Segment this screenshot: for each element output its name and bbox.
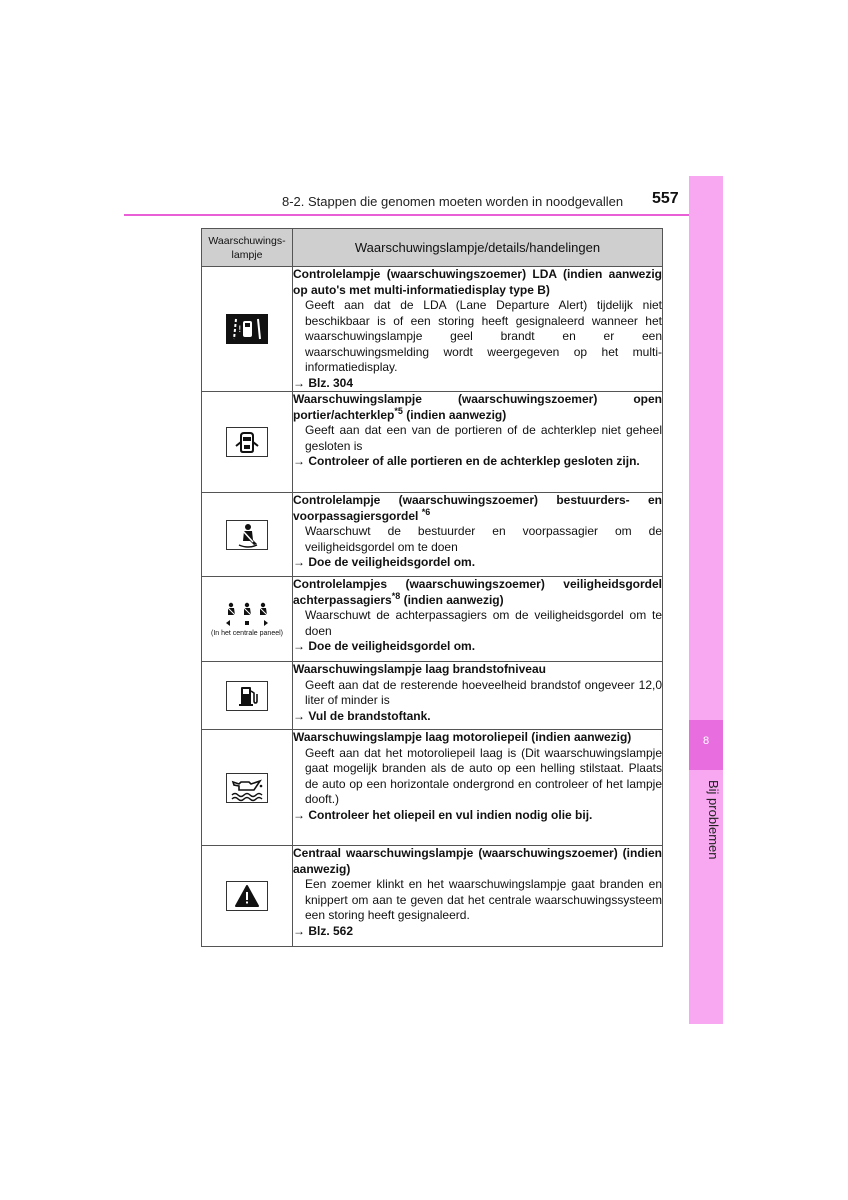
arrow-icon: → (293, 639, 305, 653)
chapter-number: 8 (689, 720, 723, 770)
table-row (202, 730, 663, 846)
lamp-cell (202, 846, 293, 947)
details-cell (293, 493, 663, 577)
lamp-action (293, 555, 662, 571)
table-row (202, 493, 663, 577)
oil-can-icon (226, 773, 268, 803)
footnote-marker: *6 (421, 506, 431, 517)
lamp-title: Waarschuwingslampje laag brandstofniveau (293, 662, 546, 676)
lamp-cell (202, 730, 293, 846)
arrow-icon: → (293, 375, 305, 390)
details-cell (293, 267, 663, 392)
table-row (202, 392, 663, 493)
lamp-title: Centraal waarschuwingslampje (waarschuwingszoemer) (indien aanwezig) (293, 846, 662, 876)
arrow-icon: → (293, 555, 305, 569)
lamp-description: Geeft aan dat het motoroliepeil laag is (Dit waarschuwingslampje gaat mogelijk branden als de auto op een helling stilstaat. Plaats de auto op een horizontale ondergrond en controleer of het lampje dooft.) (305, 745, 662, 806)
lamp-title: Waarschuwingslampje laag motoroliepeil (indien aanwezig) (293, 730, 632, 744)
arrow-icon: → (293, 454, 305, 468)
table-row (202, 577, 663, 662)
lamp-action (293, 924, 662, 940)
lamp-caption: (In het centrale paneel) (211, 629, 283, 637)
page-number: 557 (652, 190, 679, 207)
lamp-action (293, 454, 662, 470)
master-warning-icon (226, 881, 268, 911)
details-cell (293, 730, 663, 846)
arrow-icon: → (293, 807, 305, 822)
action-text: Doe de veiligheidsgordel om. (308, 639, 476, 653)
footnote-marker: *8 (391, 590, 401, 601)
seatbelt-icon (226, 520, 268, 550)
section-title: 8-2. Stappen die genomen moeten worden in noodgevallen (282, 194, 624, 209)
lamp-cell (202, 493, 293, 577)
lamp-cell (202, 662, 293, 730)
lamp-description: Geeft aan dat de resterende hoeveelheid brandstof ongeveer 12,0 liter of minder is (305, 677, 662, 707)
action-text: Controleer of alle portieren en de achterklep gesloten zijn. (308, 454, 640, 468)
lamp-description: Waarschuwt de achterpassagiers om de veiligheidsgordel om te doen (305, 608, 662, 638)
arrow-icon: → (293, 708, 305, 723)
lamp-title: Controlelampje (waarschuwingszoemer) LDA (indien aanwezig op auto's met multi-informatiedisplay type B) (293, 267, 662, 297)
lamp-title: Waarschuwingslampje (waarschuwingszoemer) open portier/achterklep$^{*5}$ (indien aanwezig) (293, 392, 662, 422)
lamp-title: Controlelampje (waarschuwingszoemer) bestuurders- en voorpassagiersgordel $^{*6}$ (293, 493, 662, 523)
action-text: Controleer het oliepeil en vul indien nodig olie bij. (308, 807, 593, 822)
lamp-action (293, 709, 662, 725)
table-header-row (202, 229, 663, 267)
action-text: Vul de brandstoftank. (308, 708, 431, 723)
lamp-action (293, 376, 662, 392)
details-cell (293, 577, 663, 662)
page-reference: Blz. 304 (308, 375, 354, 390)
lamp-action (293, 808, 662, 824)
lamp-description: Geeft aan dat een van de portieren of de achterklep niet geheel gesloten is (305, 423, 662, 453)
table-row (202, 267, 663, 392)
details-cell (293, 662, 663, 730)
lamp-cell (202, 392, 293, 493)
svg-text:!: ! (238, 325, 242, 335)
lda-icon (226, 314, 268, 344)
details-cell (293, 846, 663, 947)
arrow-icon: → (293, 923, 305, 938)
door-open-icon (226, 427, 268, 457)
header-rule (124, 214, 723, 216)
lamp-description: Een zoemer klinkt en het waarschuwingslampje gaat branden en knippert om aan te geven dat het centrale waarschuwingssysteem een storing heeft gesignaleerd. (305, 877, 662, 922)
column-header-lamp: Waarschuwings-lampje (202, 229, 293, 267)
lamp-description: Waarschuwt de bestuurder en voorpassagier om de veiligheidsgordel om te doen (305, 524, 662, 554)
lamp-cell (202, 267, 293, 392)
rear-seatbelt-icon (223, 601, 271, 627)
chapter-title: Bij problemen (706, 780, 721, 860)
footnote-marker: *5 (394, 405, 403, 416)
lamp-title: Controlelampjes (waarschuwingszoemer) veiligheidsgordel achterpassagiers$^{*8}$ (indien aanwezig) (293, 577, 662, 607)
warning-lamp-table (201, 228, 663, 947)
page-reference: Blz. 562 (308, 923, 354, 938)
lamp-action (293, 639, 662, 655)
chapter-side-tab (689, 176, 723, 1024)
lamp-description: Geeft aan dat de LDA (Lane Departure Alert) tijdelijk niet beschikbaar is of een storing heeft gesignaleerd wanneer het waarschuwingslampje geel brandt en er een waarschuwingsmelding wordt weergegeven op het multi-informatiedisplay. (305, 298, 662, 374)
details-cell (293, 392, 663, 493)
column-header-details: Waarschuwingslampje/details/handelingen (293, 229, 663, 267)
table-row (202, 846, 663, 947)
table-row (202, 662, 663, 730)
action-text: Doe de veiligheidsgordel om. (308, 555, 476, 569)
lamp-cell (202, 577, 293, 662)
fuel-pump-icon (226, 681, 268, 711)
